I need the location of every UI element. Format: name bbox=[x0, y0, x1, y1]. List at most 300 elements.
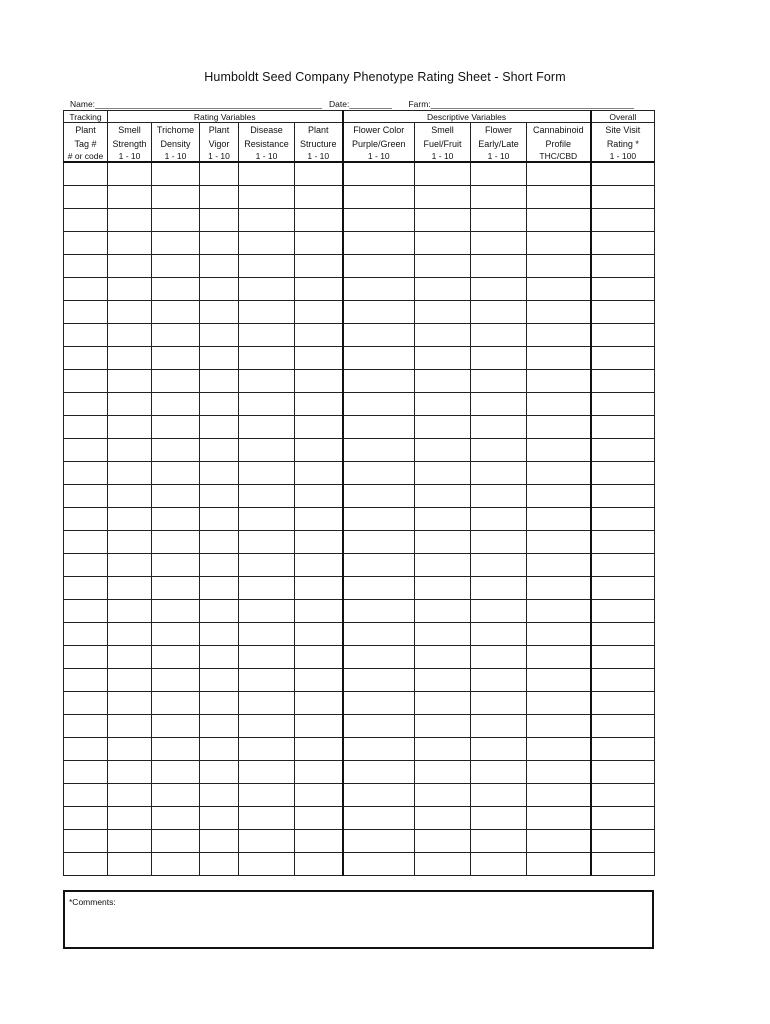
table-cell[interactable] bbox=[471, 761, 527, 784]
table-cell[interactable] bbox=[64, 393, 108, 416]
table-cell[interactable] bbox=[295, 784, 343, 807]
table-cell[interactable] bbox=[415, 807, 471, 830]
table-cell[interactable] bbox=[64, 416, 108, 439]
table-cell[interactable] bbox=[527, 554, 591, 577]
table-cell[interactable] bbox=[527, 347, 591, 370]
table-cell[interactable] bbox=[591, 807, 655, 830]
table-cell[interactable] bbox=[527, 738, 591, 761]
table-cell[interactable] bbox=[108, 278, 152, 301]
table-cell[interactable] bbox=[200, 508, 239, 531]
table-cell[interactable] bbox=[415, 485, 471, 508]
table-cell[interactable] bbox=[108, 692, 152, 715]
table-cell[interactable] bbox=[108, 209, 152, 232]
table-cell[interactable] bbox=[200, 324, 239, 347]
table-cell[interactable] bbox=[343, 853, 415, 876]
table-cell[interactable] bbox=[64, 278, 108, 301]
table-cell[interactable] bbox=[239, 784, 295, 807]
table-cell[interactable] bbox=[200, 278, 239, 301]
table-cell[interactable] bbox=[591, 508, 655, 531]
table-cell[interactable] bbox=[415, 209, 471, 232]
table-cell[interactable] bbox=[527, 186, 591, 209]
table-cell[interactable] bbox=[415, 600, 471, 623]
table-cell[interactable] bbox=[152, 715, 200, 738]
table-cell[interactable] bbox=[415, 554, 471, 577]
table-cell[interactable] bbox=[108, 301, 152, 324]
table-cell[interactable] bbox=[200, 830, 239, 853]
table-cell[interactable] bbox=[527, 761, 591, 784]
table-cell[interactable] bbox=[64, 462, 108, 485]
table-cell[interactable] bbox=[415, 347, 471, 370]
table-cell[interactable] bbox=[295, 393, 343, 416]
table-cell[interactable] bbox=[295, 646, 343, 669]
table-cell[interactable] bbox=[152, 623, 200, 646]
table-cell[interactable] bbox=[415, 416, 471, 439]
table-cell[interactable] bbox=[471, 715, 527, 738]
table-cell[interactable] bbox=[108, 623, 152, 646]
table-cell[interactable] bbox=[108, 462, 152, 485]
table-cell[interactable] bbox=[591, 646, 655, 669]
table-cell[interactable] bbox=[295, 439, 343, 462]
table-cell[interactable] bbox=[527, 830, 591, 853]
table-cell[interactable] bbox=[343, 370, 415, 393]
table-cell[interactable] bbox=[295, 347, 343, 370]
table-cell[interactable] bbox=[343, 577, 415, 600]
table-cell[interactable] bbox=[295, 669, 343, 692]
name-field[interactable]: Name:________________________________________________ bbox=[70, 99, 322, 109]
table-cell[interactable] bbox=[64, 784, 108, 807]
table-cell[interactable] bbox=[343, 669, 415, 692]
table-cell[interactable] bbox=[343, 278, 415, 301]
table-cell[interactable] bbox=[200, 232, 239, 255]
table-cell[interactable] bbox=[591, 232, 655, 255]
table-cell[interactable] bbox=[200, 209, 239, 232]
table-cell[interactable] bbox=[239, 255, 295, 278]
table-cell[interactable] bbox=[239, 738, 295, 761]
table-cell[interactable] bbox=[343, 508, 415, 531]
table-cell[interactable] bbox=[471, 162, 527, 186]
table-cell[interactable] bbox=[239, 209, 295, 232]
table-cell[interactable] bbox=[527, 623, 591, 646]
table-cell[interactable] bbox=[200, 715, 239, 738]
table-cell[interactable] bbox=[239, 301, 295, 324]
table-cell[interactable] bbox=[591, 669, 655, 692]
table-cell[interactable] bbox=[152, 439, 200, 462]
table-cell[interactable] bbox=[295, 577, 343, 600]
table-cell[interactable] bbox=[415, 669, 471, 692]
table-cell[interactable] bbox=[152, 531, 200, 554]
table-cell[interactable] bbox=[64, 600, 108, 623]
table-cell[interactable] bbox=[415, 186, 471, 209]
table-cell[interactable] bbox=[200, 807, 239, 830]
table-cell[interactable] bbox=[343, 692, 415, 715]
table-cell[interactable] bbox=[527, 370, 591, 393]
table-cell[interactable] bbox=[200, 393, 239, 416]
table-cell[interactable] bbox=[239, 623, 295, 646]
table-cell[interactable] bbox=[295, 508, 343, 531]
table-cell[interactable] bbox=[343, 738, 415, 761]
table-cell[interactable] bbox=[64, 186, 108, 209]
table-cell[interactable] bbox=[64, 830, 108, 853]
table-cell[interactable] bbox=[152, 278, 200, 301]
table-cell[interactable] bbox=[64, 554, 108, 577]
table-cell[interactable] bbox=[239, 600, 295, 623]
table-cell[interactable] bbox=[591, 393, 655, 416]
table-cell[interactable] bbox=[415, 761, 471, 784]
table-cell[interactable] bbox=[64, 853, 108, 876]
table-cell[interactable] bbox=[239, 669, 295, 692]
table-cell[interactable] bbox=[295, 485, 343, 508]
table-cell[interactable] bbox=[200, 416, 239, 439]
table-cell[interactable] bbox=[415, 278, 471, 301]
table-cell[interactable] bbox=[471, 232, 527, 255]
table-cell[interactable] bbox=[471, 669, 527, 692]
table-cell[interactable] bbox=[591, 324, 655, 347]
table-cell[interactable] bbox=[471, 255, 527, 278]
table-cell[interactable] bbox=[591, 738, 655, 761]
table-cell[interactable] bbox=[239, 347, 295, 370]
table-cell[interactable] bbox=[108, 715, 152, 738]
table-cell[interactable] bbox=[471, 186, 527, 209]
table-cell[interactable] bbox=[471, 577, 527, 600]
table-cell[interactable] bbox=[239, 462, 295, 485]
table-cell[interactable] bbox=[108, 485, 152, 508]
table-cell[interactable] bbox=[591, 715, 655, 738]
table-cell[interactable] bbox=[239, 232, 295, 255]
table-cell[interactable] bbox=[415, 853, 471, 876]
table-cell[interactable] bbox=[64, 577, 108, 600]
table-cell[interactable] bbox=[343, 554, 415, 577]
table-cell[interactable] bbox=[152, 508, 200, 531]
table-cell[interactable] bbox=[415, 255, 471, 278]
table-cell[interactable] bbox=[64, 485, 108, 508]
table-cell[interactable] bbox=[591, 692, 655, 715]
table-cell[interactable] bbox=[527, 669, 591, 692]
table-cell[interactable] bbox=[200, 600, 239, 623]
table-cell[interactable] bbox=[239, 807, 295, 830]
table-cell[interactable] bbox=[108, 577, 152, 600]
table-cell[interactable] bbox=[64, 715, 108, 738]
table-cell[interactable] bbox=[591, 784, 655, 807]
table-cell[interactable] bbox=[64, 531, 108, 554]
table-cell[interactable] bbox=[471, 784, 527, 807]
table-cell[interactable] bbox=[239, 646, 295, 669]
table-cell[interactable] bbox=[343, 186, 415, 209]
table-cell[interactable] bbox=[343, 462, 415, 485]
table-cell[interactable] bbox=[200, 784, 239, 807]
table-cell[interactable] bbox=[152, 669, 200, 692]
table-cell[interactable] bbox=[152, 761, 200, 784]
table-cell[interactable] bbox=[591, 577, 655, 600]
table-cell[interactable] bbox=[152, 324, 200, 347]
table-cell[interactable] bbox=[527, 508, 591, 531]
table-cell[interactable] bbox=[295, 807, 343, 830]
table-cell[interactable] bbox=[108, 531, 152, 554]
table-cell[interactable] bbox=[471, 830, 527, 853]
table-cell[interactable] bbox=[239, 485, 295, 508]
table-cell[interactable] bbox=[527, 393, 591, 416]
table-cell[interactable] bbox=[343, 347, 415, 370]
table-cell[interactable] bbox=[108, 646, 152, 669]
table-cell[interactable] bbox=[295, 830, 343, 853]
table-cell[interactable] bbox=[527, 209, 591, 232]
table-cell[interactable] bbox=[64, 324, 108, 347]
table-cell[interactable] bbox=[295, 162, 343, 186]
table-cell[interactable] bbox=[527, 600, 591, 623]
table-cell[interactable] bbox=[295, 324, 343, 347]
table-cell[interactable] bbox=[64, 669, 108, 692]
table-cell[interactable] bbox=[295, 462, 343, 485]
table-cell[interactable] bbox=[471, 347, 527, 370]
table-cell[interactable] bbox=[200, 554, 239, 577]
table-cell[interactable] bbox=[295, 761, 343, 784]
table-cell[interactable] bbox=[527, 324, 591, 347]
table-cell[interactable] bbox=[527, 577, 591, 600]
table-cell[interactable] bbox=[239, 370, 295, 393]
table-cell[interactable] bbox=[152, 416, 200, 439]
table-cell[interactable] bbox=[295, 692, 343, 715]
table-cell[interactable] bbox=[108, 738, 152, 761]
table-cell[interactable] bbox=[591, 761, 655, 784]
table-cell[interactable] bbox=[295, 600, 343, 623]
table-cell[interactable] bbox=[200, 255, 239, 278]
table-cell[interactable] bbox=[108, 439, 152, 462]
table-cell[interactable] bbox=[200, 692, 239, 715]
table-cell[interactable] bbox=[295, 623, 343, 646]
table-cell[interactable] bbox=[527, 255, 591, 278]
table-cell[interactable] bbox=[64, 692, 108, 715]
table-cell[interactable] bbox=[64, 623, 108, 646]
table-cell[interactable] bbox=[591, 853, 655, 876]
table-cell[interactable] bbox=[152, 485, 200, 508]
table-cell[interactable] bbox=[239, 715, 295, 738]
table-cell[interactable] bbox=[239, 393, 295, 416]
table-cell[interactable] bbox=[239, 531, 295, 554]
table-cell[interactable] bbox=[295, 370, 343, 393]
table-cell[interactable] bbox=[239, 761, 295, 784]
table-cell[interactable] bbox=[591, 301, 655, 324]
table-cell[interactable] bbox=[239, 186, 295, 209]
table-cell[interactable] bbox=[64, 439, 108, 462]
table-cell[interactable] bbox=[471, 646, 527, 669]
table-cell[interactable] bbox=[591, 186, 655, 209]
table-cell[interactable] bbox=[343, 715, 415, 738]
table-cell[interactable] bbox=[343, 439, 415, 462]
table-cell[interactable] bbox=[200, 347, 239, 370]
table-cell[interactable] bbox=[152, 255, 200, 278]
table-cell[interactable] bbox=[152, 462, 200, 485]
table-cell[interactable] bbox=[152, 232, 200, 255]
table-cell[interactable] bbox=[108, 324, 152, 347]
table-cell[interactable] bbox=[415, 324, 471, 347]
table-cell[interactable] bbox=[415, 462, 471, 485]
table-cell[interactable] bbox=[152, 301, 200, 324]
table-cell[interactable] bbox=[343, 255, 415, 278]
table-cell[interactable] bbox=[239, 554, 295, 577]
table-cell[interactable] bbox=[200, 669, 239, 692]
table-cell[interactable] bbox=[295, 738, 343, 761]
table-cell[interactable] bbox=[591, 554, 655, 577]
table-cell[interactable] bbox=[152, 186, 200, 209]
table-cell[interactable] bbox=[471, 462, 527, 485]
table-cell[interactable] bbox=[64, 232, 108, 255]
table-cell[interactable] bbox=[108, 186, 152, 209]
table-cell[interactable] bbox=[152, 370, 200, 393]
table-cell[interactable] bbox=[527, 416, 591, 439]
table-cell[interactable] bbox=[152, 347, 200, 370]
table-cell[interactable] bbox=[64, 508, 108, 531]
table-cell[interactable] bbox=[527, 784, 591, 807]
table-cell[interactable] bbox=[64, 301, 108, 324]
table-cell[interactable] bbox=[591, 830, 655, 853]
table-cell[interactable] bbox=[471, 301, 527, 324]
table-cell[interactable] bbox=[471, 508, 527, 531]
table-cell[interactable] bbox=[471, 485, 527, 508]
table-cell[interactable] bbox=[527, 531, 591, 554]
table-cell[interactable] bbox=[591, 439, 655, 462]
table-cell[interactable] bbox=[108, 761, 152, 784]
table-cell[interactable] bbox=[64, 347, 108, 370]
table-cell[interactable] bbox=[471, 531, 527, 554]
table-cell[interactable] bbox=[471, 278, 527, 301]
table-cell[interactable] bbox=[471, 623, 527, 646]
table-cell[interactable] bbox=[343, 830, 415, 853]
table-cell[interactable] bbox=[239, 853, 295, 876]
table-cell[interactable] bbox=[295, 209, 343, 232]
table-cell[interactable] bbox=[152, 830, 200, 853]
table-cell[interactable] bbox=[471, 738, 527, 761]
table-cell[interactable] bbox=[527, 462, 591, 485]
table-cell[interactable] bbox=[527, 232, 591, 255]
farm-field[interactable]: Farm:___________________________________________ bbox=[408, 99, 634, 109]
table-cell[interactable] bbox=[415, 738, 471, 761]
table-cell[interactable] bbox=[415, 508, 471, 531]
table-cell[interactable] bbox=[152, 600, 200, 623]
table-cell[interactable] bbox=[343, 301, 415, 324]
table-cell[interactable] bbox=[343, 761, 415, 784]
table-cell[interactable] bbox=[152, 577, 200, 600]
table-cell[interactable] bbox=[239, 692, 295, 715]
table-cell[interactable] bbox=[200, 439, 239, 462]
table-cell[interactable] bbox=[343, 324, 415, 347]
table-cell[interactable] bbox=[591, 255, 655, 278]
table-cell[interactable] bbox=[471, 393, 527, 416]
table-cell[interactable] bbox=[527, 692, 591, 715]
table-cell[interactable] bbox=[152, 209, 200, 232]
table-cell[interactable] bbox=[108, 784, 152, 807]
table-cell[interactable] bbox=[152, 738, 200, 761]
table-cell[interactable] bbox=[343, 162, 415, 186]
table-cell[interactable] bbox=[200, 485, 239, 508]
table-cell[interactable] bbox=[591, 462, 655, 485]
table-cell[interactable] bbox=[591, 209, 655, 232]
table-cell[interactable] bbox=[415, 646, 471, 669]
table-cell[interactable] bbox=[152, 162, 200, 186]
table-cell[interactable] bbox=[415, 784, 471, 807]
table-cell[interactable] bbox=[152, 807, 200, 830]
table-cell[interactable] bbox=[200, 738, 239, 761]
table-cell[interactable] bbox=[200, 162, 239, 186]
table-cell[interactable] bbox=[471, 209, 527, 232]
table-cell[interactable] bbox=[64, 162, 108, 186]
table-cell[interactable] bbox=[200, 853, 239, 876]
table-cell[interactable] bbox=[527, 646, 591, 669]
table-cell[interactable] bbox=[108, 554, 152, 577]
table-cell[interactable] bbox=[415, 715, 471, 738]
table-cell[interactable] bbox=[415, 692, 471, 715]
table-cell[interactable] bbox=[108, 255, 152, 278]
table-cell[interactable] bbox=[591, 162, 655, 186]
table-cell[interactable] bbox=[591, 600, 655, 623]
table-cell[interactable] bbox=[471, 416, 527, 439]
table-cell[interactable] bbox=[64, 370, 108, 393]
table-cell[interactable] bbox=[343, 784, 415, 807]
table-cell[interactable] bbox=[415, 393, 471, 416]
table-cell[interactable] bbox=[343, 209, 415, 232]
table-cell[interactable] bbox=[239, 278, 295, 301]
table-cell[interactable] bbox=[343, 600, 415, 623]
table-cell[interactable] bbox=[527, 278, 591, 301]
table-cell[interactable] bbox=[527, 162, 591, 186]
table-cell[interactable] bbox=[200, 462, 239, 485]
table-cell[interactable] bbox=[108, 600, 152, 623]
table-cell[interactable] bbox=[108, 393, 152, 416]
table-cell[interactable] bbox=[64, 646, 108, 669]
table-cell[interactable] bbox=[471, 853, 527, 876]
table-cell[interactable] bbox=[64, 807, 108, 830]
table-cell[interactable] bbox=[295, 186, 343, 209]
table-cell[interactable] bbox=[415, 577, 471, 600]
table-cell[interactable] bbox=[108, 807, 152, 830]
table-cell[interactable] bbox=[527, 715, 591, 738]
table-cell[interactable] bbox=[343, 623, 415, 646]
table-cell[interactable] bbox=[108, 232, 152, 255]
table-cell[interactable] bbox=[527, 807, 591, 830]
table-cell[interactable] bbox=[295, 232, 343, 255]
comments-box[interactable] bbox=[63, 890, 654, 949]
table-cell[interactable] bbox=[415, 301, 471, 324]
table-cell[interactable] bbox=[200, 370, 239, 393]
table-cell[interactable] bbox=[200, 301, 239, 324]
table-cell[interactable] bbox=[415, 439, 471, 462]
table-cell[interactable] bbox=[295, 531, 343, 554]
table-cell[interactable] bbox=[295, 853, 343, 876]
table-cell[interactable] bbox=[415, 232, 471, 255]
date-field[interactable]: Date:_________ bbox=[329, 99, 392, 109]
table-cell[interactable] bbox=[200, 761, 239, 784]
table-cell[interactable] bbox=[200, 623, 239, 646]
table-cell[interactable] bbox=[295, 416, 343, 439]
table-cell[interactable] bbox=[200, 646, 239, 669]
table-cell[interactable] bbox=[108, 162, 152, 186]
table-cell[interactable] bbox=[591, 485, 655, 508]
table-cell[interactable] bbox=[295, 715, 343, 738]
table-cell[interactable] bbox=[239, 324, 295, 347]
table-cell[interactable] bbox=[239, 508, 295, 531]
table-cell[interactable] bbox=[343, 485, 415, 508]
table-cell[interactable] bbox=[108, 853, 152, 876]
table-cell[interactable] bbox=[152, 646, 200, 669]
table-cell[interactable] bbox=[527, 301, 591, 324]
table-cell[interactable] bbox=[64, 209, 108, 232]
table-cell[interactable] bbox=[108, 830, 152, 853]
table-cell[interactable] bbox=[591, 278, 655, 301]
table-cell[interactable] bbox=[152, 784, 200, 807]
table-cell[interactable] bbox=[64, 761, 108, 784]
table-cell[interactable] bbox=[239, 577, 295, 600]
table-cell[interactable] bbox=[64, 738, 108, 761]
table-cell[interactable] bbox=[108, 416, 152, 439]
table-cell[interactable] bbox=[108, 669, 152, 692]
